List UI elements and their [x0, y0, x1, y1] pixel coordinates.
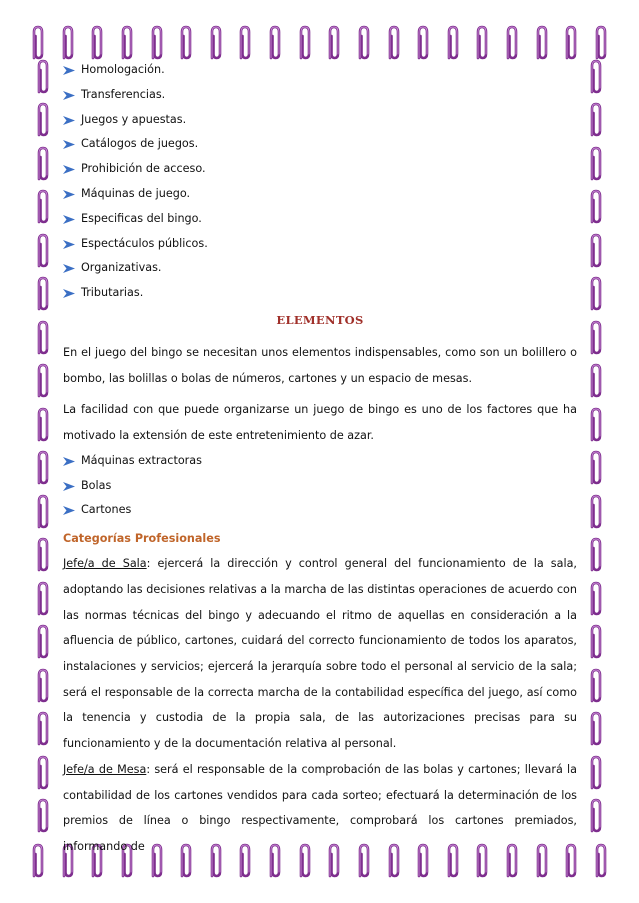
element-label: Bolas	[81, 478, 112, 492]
paperclip-icon	[33, 797, 53, 835]
paperclip-icon	[586, 319, 606, 357]
paperclip-icon	[532, 24, 552, 62]
paperclip-icon	[33, 536, 53, 574]
paperclip-icon	[206, 24, 226, 62]
list-item	[63, 182, 577, 207]
paperclip-icon	[561, 24, 581, 62]
list-item	[63, 281, 577, 306]
paperclip-icon	[33, 58, 53, 96]
paragraph-facilidad: La facilidad con que puede organizarse un juego de bingo es uno de los factores que ha motivado la extensión de este entretenimiento de azar.	[63, 403, 577, 443]
paperclip-icon	[586, 623, 606, 661]
paperclip-icon	[586, 580, 606, 618]
list-item	[63, 108, 577, 133]
paperclip-icon	[586, 188, 606, 226]
paperclip-icon	[586, 275, 606, 313]
arrow-bullet-icon	[63, 240, 75, 249]
paperclip-icon	[586, 101, 606, 139]
paperclip-icon	[87, 24, 107, 62]
paperclip-icon	[33, 362, 53, 400]
paperclip-icon	[176, 24, 196, 62]
list-item	[63, 58, 577, 83]
paperclip-icon	[33, 101, 53, 139]
elementos-heading: ELEMENTOS	[276, 312, 364, 327]
list-item	[63, 256, 577, 281]
list-item	[63, 449, 577, 474]
arrow-bullet-icon	[63, 165, 75, 174]
arrow-bullet-icon	[63, 91, 75, 100]
topics-list	[63, 58, 577, 306]
paperclip-icon	[58, 24, 78, 62]
paperclip-icon	[586, 536, 606, 574]
paperclip-icon	[443, 24, 463, 62]
paperclip-border-top	[28, 24, 611, 62]
paperclip-icon	[384, 24, 404, 62]
jefe-mesa-label: Jefe/a de Mesa	[63, 762, 147, 776]
paperclip-icon	[586, 667, 606, 705]
paperclip-icon	[591, 24, 611, 62]
topic-label: Homologación.	[81, 63, 165, 76]
list-item	[63, 474, 577, 499]
paperclip-icon	[591, 842, 611, 880]
paperclip-icon	[586, 710, 606, 748]
arrow-bullet-icon	[63, 482, 75, 491]
topic-label: Transferencias.	[81, 87, 166, 101]
arrow-bullet-icon	[63, 190, 75, 199]
arrow-bullet-icon	[63, 116, 75, 125]
topic-label: Máquinas de juego.	[81, 186, 191, 200]
paperclip-icon	[117, 24, 137, 62]
arrow-bullet-icon	[63, 66, 75, 75]
topic-label: Prohibición de acceso.	[81, 162, 206, 176]
paperclip-icon	[33, 449, 53, 487]
arrow-bullet-icon	[63, 140, 75, 149]
paperclip-icon	[33, 580, 53, 618]
jefe-sala-text: : ejercerá la dirección y control general del funcionamiento de la sala, adoptando las decisiones relativas a la marcha de las distintas operaciones de acuerdo con las normas técnicas del bingo y adecuando el ritmo de aquellas en consideración a la afluencia de público, cartones, cuidará del correcto funcionamiento de todos los aparatos, instalaciones y servicios; ejercerá la jerarquía sobre todo el personal al servicio de la sala; será el responsable de la correcta marcha de la contabilidad específica del juego, así como la tenencia y custodia de la propia sala, de las autorizaciones precisas para su funcionamiento y de la documentación relativa al personal.	[63, 557, 577, 751]
paperclip-icon	[33, 188, 53, 226]
paperclip-border-right	[586, 58, 606, 835]
arrow-bullet-icon	[63, 506, 75, 515]
paperclip-icon	[28, 842, 48, 880]
paperclip-icon	[413, 24, 433, 62]
list-item	[63, 207, 577, 232]
paragraph-jefe-mesa	[63, 757, 577, 860]
paperclip-icon	[586, 362, 606, 400]
topic-label: Especificas del bingo.	[81, 211, 202, 225]
arrow-bullet-icon	[63, 289, 75, 298]
paperclip-icon	[33, 145, 53, 183]
paperclip-icon	[33, 406, 53, 444]
jefe-sala-label: Jefe/a de Sala	[63, 557, 147, 571]
elements-list	[63, 449, 577, 523]
document-body	[63, 58, 577, 860]
list-item	[63, 83, 577, 108]
paperclip-icon	[33, 754, 53, 792]
paperclip-icon	[235, 24, 255, 62]
paperclip-icon	[265, 24, 285, 62]
topic-label: Juegos y apuestas.	[81, 112, 187, 126]
paperclip-icon	[33, 493, 53, 531]
paperclip-icon	[586, 406, 606, 444]
list-item	[63, 132, 577, 157]
topic-label: Espectáculos públicos.	[81, 236, 208, 250]
jefe-mesa-text: : será el responsable de la comprobación de las bolas y cartones; llevará la contabilidad de los cartones vendidos para cada sorteo; efectuará la determinación de los premios de línea o bingo respectivamente, comprobará los cartones premiados, informando de	[63, 762, 577, 853]
topic-label: Tributarias.	[81, 286, 144, 300]
arrow-bullet-icon	[63, 457, 75, 466]
paperclip-icon	[33, 710, 53, 748]
paperclip-icon	[324, 24, 344, 62]
paperclip-icon	[33, 319, 53, 357]
paperclip-border-left	[33, 58, 53, 835]
paperclip-icon	[472, 24, 492, 62]
list-item	[63, 232, 577, 257]
element-label: Máquinas extractoras	[81, 453, 202, 467]
arrow-bullet-icon	[63, 264, 75, 273]
paperclip-icon	[33, 275, 53, 313]
paperclip-icon	[295, 24, 315, 62]
element-label: Cartones	[81, 503, 132, 517]
paperclip-icon	[147, 24, 167, 62]
paperclip-icon	[502, 24, 522, 62]
topic-label: Catálogos de juegos.	[81, 137, 199, 151]
paperclip-icon	[354, 24, 374, 62]
paperclip-icon	[586, 797, 606, 835]
list-item	[63, 157, 577, 182]
paperclip-icon	[586, 145, 606, 183]
list-item	[63, 498, 577, 523]
paperclip-icon	[586, 58, 606, 96]
paperclip-icon	[33, 623, 53, 661]
paragraph-jefe-sala	[63, 551, 577, 757]
arrow-bullet-icon	[63, 215, 75, 224]
paperclip-icon	[586, 232, 606, 270]
paperclip-icon	[33, 667, 53, 705]
paragraph-elementos: En el juego del bingo se necesitan unos elementos indispensables, como son un bolillero o bombo, las bolillas o bolas de números, cartones y un espacio de mesas.	[63, 345, 577, 385]
paperclip-icon	[586, 754, 606, 792]
paperclip-icon	[586, 449, 606, 487]
paperclip-icon	[33, 232, 53, 270]
paperclip-icon	[586, 493, 606, 531]
paperclip-icon	[28, 24, 48, 62]
categories-heading: Categorías Profesionales	[63, 532, 221, 546]
topic-label: Organizativas.	[81, 261, 162, 275]
